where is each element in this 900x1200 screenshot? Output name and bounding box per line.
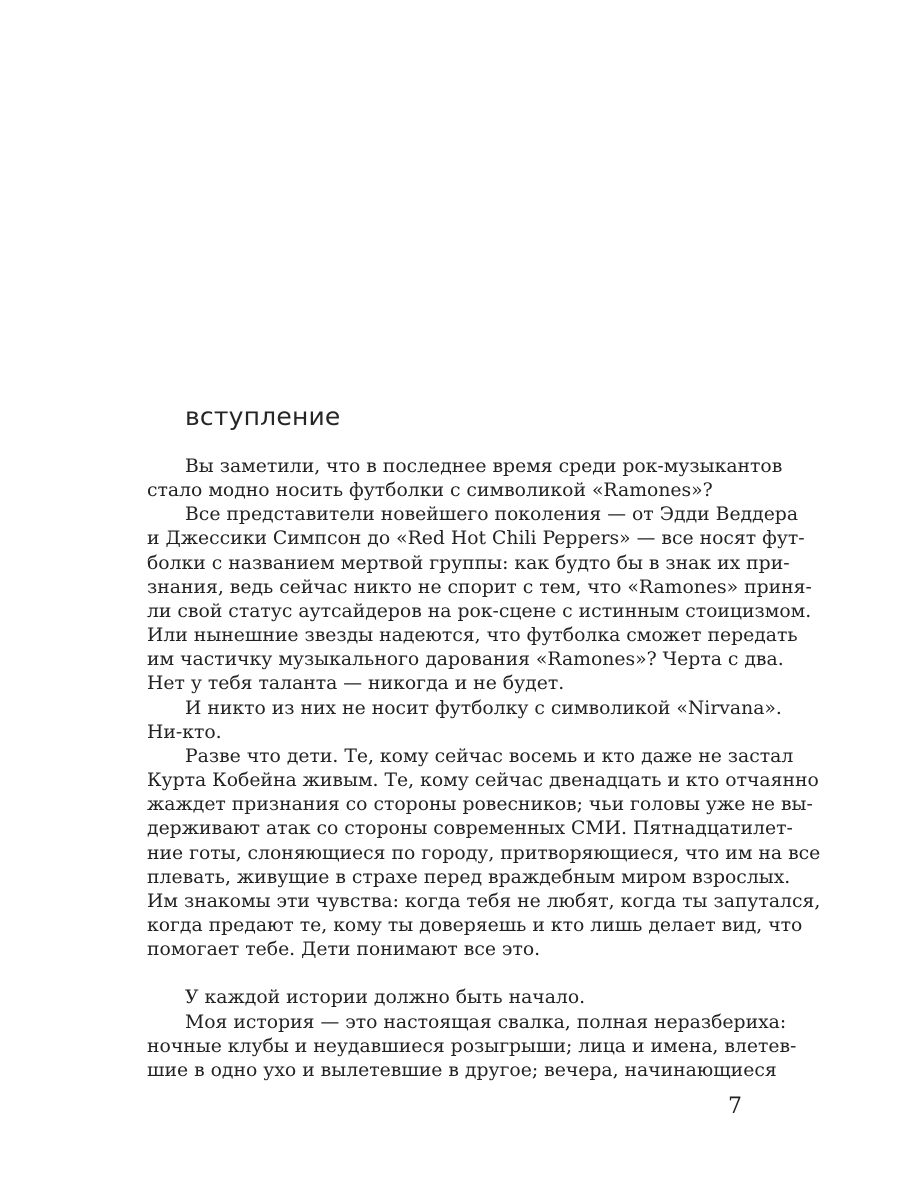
text-line: ли свой статус аутсайдеров на рок-сцене с истинным стоицизмом. bbox=[147, 600, 812, 622]
text-line: когда предают те, кому ты доверяешь и кто лишь делает вид, что bbox=[147, 914, 803, 936]
text-line: болки с названием мертвой группы: как будто бы в знак их при- bbox=[147, 552, 790, 574]
text-line: Разве что дети. Те, кому сейчас восемь и кто даже не застал bbox=[185, 745, 794, 767]
paragraph bbox=[147, 745, 821, 962]
paragraph bbox=[147, 1011, 797, 1083]
text-line: Им знакомы эти чувства: когда тебя не любят, когда ты запутался, bbox=[147, 890, 821, 912]
text-line: ние готы, слоняющиеся по городу, притворяющиеся, что им на все bbox=[147, 842, 821, 864]
text-line: Все представители новейшего поколения — от Эдди Веддера bbox=[185, 504, 799, 526]
paragraph bbox=[147, 697, 782, 745]
text-line: ночные клубы и неудавшиеся розыгрыши; лица и имена, влетев- bbox=[147, 1035, 797, 1057]
body-text bbox=[147, 455, 821, 1083]
text-line: Или нынешние звезды надеются, что футболка сможет передать bbox=[147, 625, 798, 647]
text-line: Курта Кобейна живым. Те, кому сейчас двенадцать и кто отчаянно bbox=[147, 770, 819, 792]
text-line: Ни-кто. bbox=[147, 721, 222, 743]
section-break bbox=[147, 962, 743, 986]
text-line: Нет у тебя таланта — никогда и не будет. bbox=[147, 673, 565, 695]
text-line: знания, ведь сейчас никто не спорит с тем, что «Ramones» приня- bbox=[147, 576, 812, 598]
text-line: Моя история — это настоящая свалка, полная неразбериха: bbox=[185, 1011, 787, 1033]
text-line: помогает тебе. Дети понимают все это. bbox=[147, 939, 541, 961]
text-line: У каждой истории должно быть начало. bbox=[185, 987, 586, 1009]
text-line: жаждет признания со стороны ровесников; чьи головы уже не вы- bbox=[147, 794, 813, 816]
chapter-title: вступление bbox=[185, 402, 341, 431]
paragraph bbox=[147, 986, 743, 1010]
text-line: Вы заметили, что в последнее время среди рок-музыкантов bbox=[185, 456, 783, 477]
paragraph bbox=[147, 455, 783, 503]
text-line: И никто из них не носит футболку с символикой «Nirvana». bbox=[185, 697, 782, 719]
text-line: держивают атак со стороны современных СМИ. Пятнадцатилет- bbox=[147, 818, 793, 840]
text-line: и Джессики Симпсон до «Red Hot Chili Peppers» — все носят фут- bbox=[147, 528, 805, 550]
paragraph bbox=[147, 503, 812, 696]
page-number: 7 bbox=[728, 1094, 742, 1119]
text-line: плевать, живущие в страхе перед враждебным миром взрослых. bbox=[147, 866, 791, 888]
text-line: шие в одно ухо и вылетевшие в другое; вечера, начинающиеся bbox=[147, 1059, 777, 1081]
text-line: им частичку музыкального дарования «Ramones»? Черта с два. bbox=[147, 649, 784, 671]
text-line: стало модно носить футболки с символикой «Ramones»? bbox=[147, 480, 713, 502]
